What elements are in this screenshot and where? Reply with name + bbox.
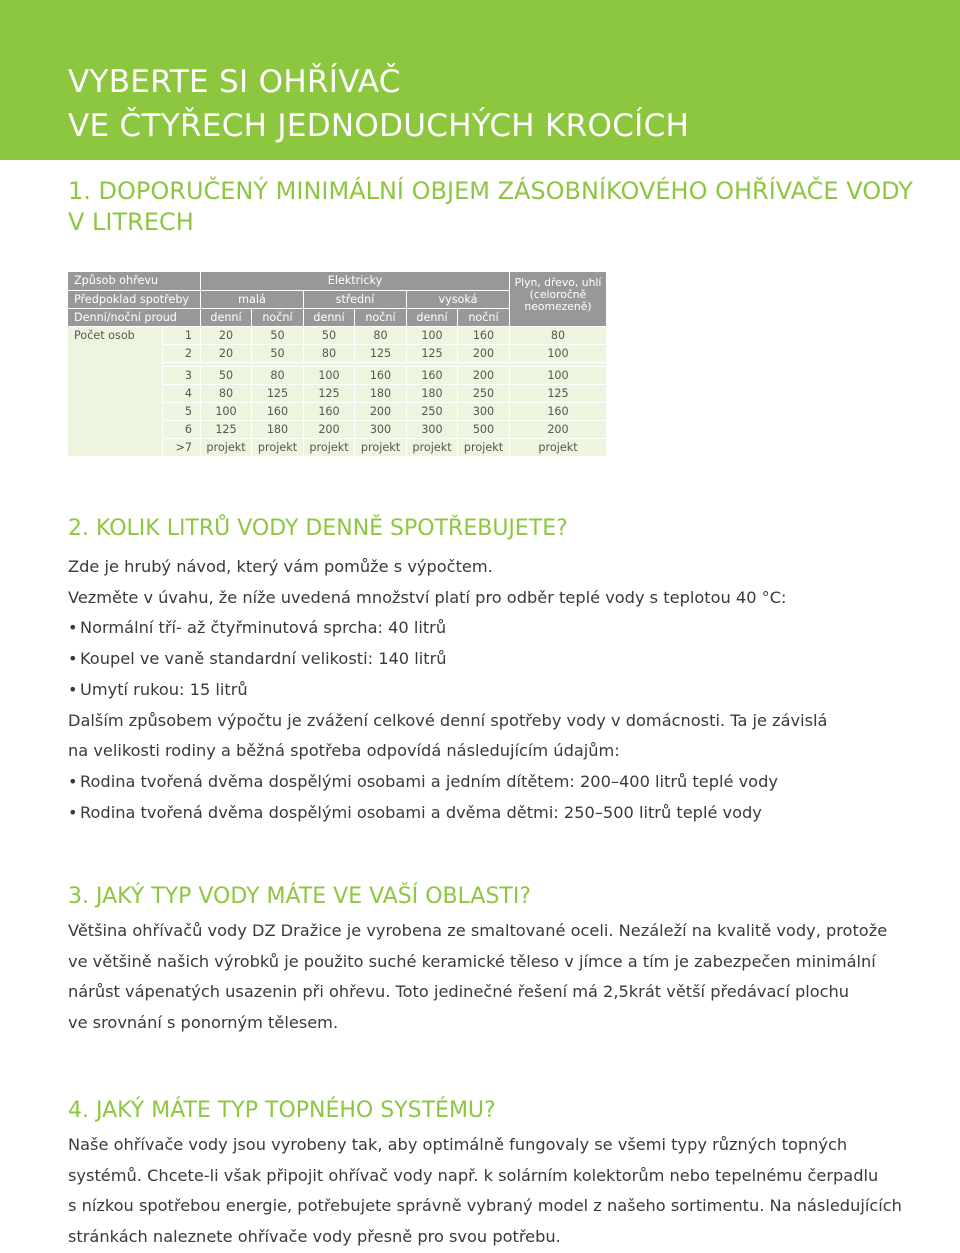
bullet-text: Koupel ve vaně standardní velikosti: 140 litrů bbox=[80, 649, 447, 669]
volume-cell: 50 bbox=[304, 327, 354, 344]
volume-cell: projekt bbox=[355, 439, 406, 456]
volume-cell: 20 bbox=[201, 327, 251, 344]
volume-cell: 200 bbox=[510, 421, 606, 438]
section3-line: nárůst vápenatých usazenin při ohřevu. Toto jedinečné řešení má 2,5krát větší předávací plochu bbox=[68, 982, 850, 1002]
header-high: vysoká bbox=[407, 291, 509, 308]
volume-cell: 180 bbox=[355, 385, 406, 402]
family-item: • Rodina tvořená dvěma dospělými osobami a jedním dítětem: 200–400 litrů teplé vody bbox=[68, 771, 778, 791]
header-consumption: Předpoklad spotřeby bbox=[68, 291, 200, 308]
volume-cell: projekt bbox=[458, 439, 509, 456]
header-tariff-cell: noční bbox=[252, 309, 303, 326]
volume-cell: 300 bbox=[458, 403, 509, 420]
volume-cell: projekt bbox=[407, 439, 457, 456]
volume-cell: 500 bbox=[458, 421, 509, 438]
volume-cell: 160 bbox=[252, 403, 303, 420]
volume-cell: 160 bbox=[407, 367, 457, 384]
volume-cell: projekt bbox=[201, 439, 251, 456]
volume-cell: 200 bbox=[458, 367, 509, 384]
volume-cell: 100 bbox=[407, 327, 457, 344]
table-gap-fill bbox=[163, 363, 606, 366]
volume-cell: 125 bbox=[252, 385, 303, 402]
persons-count-cell: 1 bbox=[163, 327, 200, 344]
volume-cell: projekt bbox=[304, 439, 354, 456]
volume-cell: 50 bbox=[252, 345, 303, 362]
volume-cell: 80 bbox=[252, 367, 303, 384]
volume-cell: projekt bbox=[510, 439, 606, 456]
volume-cell: 125 bbox=[510, 385, 606, 402]
section4-line: stránkách naleznete ohřívače vody přesně pro svou potřebu. bbox=[68, 1227, 561, 1247]
volume-cell: 125 bbox=[201, 421, 251, 438]
section3-heading: 3. JAKÝ TYP VODY MÁTE VE VAŠÍ OBLASTI? bbox=[68, 884, 532, 909]
persons-count-cell: >7 bbox=[163, 439, 200, 456]
section3-line: Většina ohřívačů vody DZ Dražice je vyrobena ze smaltované oceli. Nezáleží na kvalitě vody, protože bbox=[68, 921, 888, 940]
section4-line: systémů. Chcete-li však připojit ohřívač vody např. k solárním kolektorům nebo tepelnému čerpadlu bbox=[68, 1165, 879, 1185]
volume-cell: 200 bbox=[304, 421, 354, 438]
section2-para-line2: na velikosti rodiny a běžná spotřeba odpovídá následujícím údajům: bbox=[68, 741, 620, 761]
volume-cell: 80 bbox=[304, 345, 354, 362]
volume-cell: 250 bbox=[458, 385, 509, 402]
persons-count-cell: 6 bbox=[163, 421, 200, 438]
volume-cell: 125 bbox=[407, 345, 457, 362]
header-tariff-cell: noční bbox=[458, 309, 509, 326]
section3-line: ve většině našich výrobků je použito suché keramické těleso v jímce a tím je zabezpečen minimální bbox=[68, 951, 876, 971]
bullet-text: Umytí rukou: 15 litrů bbox=[80, 679, 248, 699]
header-electric: Elektricky bbox=[201, 272, 509, 290]
volume-cell: 125 bbox=[304, 385, 354, 402]
volume-cell: 100 bbox=[304, 367, 354, 384]
header-gas-line2: (celoročně bbox=[529, 288, 587, 301]
volume-cell: 100 bbox=[201, 403, 251, 420]
volume-cell: 160 bbox=[304, 403, 354, 420]
bullet-item: • Umytí rukou: 15 litrů bbox=[68, 679, 248, 699]
volume-cell: 50 bbox=[201, 367, 251, 384]
volume-cell: 80 bbox=[510, 327, 606, 344]
section1-heading bbox=[68, 176, 913, 238]
section4-heading: 4. JAKÝ MÁTE TYP TOPNÉHO SYSTÉMU? bbox=[68, 1098, 496, 1123]
section2-body bbox=[68, 552, 918, 828]
volume-cell: 200 bbox=[458, 345, 509, 362]
volume-cell: 300 bbox=[407, 421, 457, 438]
family-text: Rodina tvořená dvěma dospělými osobami a dvěma dětmi: 250–500 litrů teplé vody bbox=[80, 802, 762, 822]
volume-cell: 160 bbox=[510, 403, 606, 420]
persons-count-cell: 4 bbox=[163, 385, 200, 402]
header-tariff-cell: noční bbox=[355, 309, 406, 326]
header-gas-line3: neomezeně) bbox=[524, 300, 592, 313]
section2-intro: Zde je hrubý návod, který vám pomůže s výpočtem. bbox=[68, 557, 493, 576]
section1-heading-line1: 1. DOPORUČENÝ MINIMÁLNÍ OBJEM ZÁSOBNÍKOVÉHO OHŘÍVAČE VODY bbox=[68, 177, 913, 205]
header-gas-wood-coal bbox=[510, 272, 606, 326]
header-tariff-cell: denní bbox=[201, 309, 251, 326]
bullet-text: Normální tří- až čtyřminutová sprcha: 40 litrů bbox=[80, 618, 447, 638]
bullet-item: • Normální tří- až čtyřminutová sprcha: 40 litrů bbox=[68, 618, 447, 638]
section4-line: Naše ohřívače vody jsou vyrobeny tak, aby optimálně fungovaly se všemi typy různých topných bbox=[68, 1135, 848, 1154]
volume-cell: 160 bbox=[355, 367, 406, 384]
section2-heading: 2. KOLIK LITRŮ VODY DENNĚ SPOTŘEBUJETE? bbox=[68, 516, 568, 541]
section3-line: ve srovnání s ponorným tělesem. bbox=[68, 1013, 339, 1033]
volume-cell: 160 bbox=[458, 327, 509, 344]
volume-cell: 50 bbox=[252, 327, 303, 344]
family-text: Rodina tvořená dvěma dospělými osobami a jedním dítětem: 200–400 litrů teplé vody bbox=[80, 771, 778, 791]
volume-cell: 200 bbox=[355, 403, 406, 420]
section2-para-line1: Dalším způsobem výpočtu je zvážení celkové denní spotřeby vody v domácnosti. Ta je závislá bbox=[68, 710, 828, 730]
page-title bbox=[68, 60, 689, 148]
header-tariff-cell: denní bbox=[407, 309, 457, 326]
volume-cell: 100 bbox=[510, 345, 606, 362]
page-title-line2: VE ČTYŘECH JEDNODUCHÝCH KROCÍCH bbox=[68, 108, 690, 144]
title-banner bbox=[0, 0, 960, 160]
header-tariff-cell: denní bbox=[304, 309, 354, 326]
volume-cell: 100 bbox=[510, 367, 606, 384]
persons-count-cell: 5 bbox=[163, 403, 200, 420]
volume-table bbox=[68, 272, 606, 456]
section4-line: s nízkou spotřebou energie, potřebujete správně vybraný model z našeho sortimentu. Na následujících bbox=[68, 1196, 902, 1216]
header-gas-line1: Plyn, dřevo, uhlí bbox=[514, 276, 602, 289]
persons-count-cell: 2 bbox=[163, 345, 200, 362]
header-heating-method: Způsob ohřevu bbox=[68, 272, 200, 290]
header-tariff: Denní/noční proud bbox=[68, 309, 200, 326]
section2-note: Vezměte v úvahu, že níže uvedená množství platí pro odběr teplé vody s teplotou 40 °C: bbox=[68, 587, 787, 607]
volume-cell: 80 bbox=[355, 327, 406, 344]
volume-cell: 300 bbox=[355, 421, 406, 438]
page-title-line1: VYBERTE SI OHŘÍVAČ bbox=[68, 64, 401, 100]
section1-heading-line2: V LITRECH bbox=[68, 208, 194, 236]
persons-count-cell: 3 bbox=[163, 367, 200, 384]
section4-body bbox=[68, 1130, 918, 1253]
bullet-item: • Koupel ve vaně standardní velikosti: 140 litrů bbox=[68, 649, 447, 669]
volume-cell: 80 bbox=[201, 385, 251, 402]
section3-body bbox=[68, 916, 918, 1039]
volume-cell: projekt bbox=[252, 439, 303, 456]
family-item: • Rodina tvořená dvěma dospělými osobami a dvěma dětmi: 250–500 litrů teplé vody bbox=[68, 802, 762, 822]
persons-label-cell bbox=[68, 327, 162, 456]
volume-cell: 250 bbox=[407, 403, 457, 420]
volume-cell: 180 bbox=[407, 385, 457, 402]
header-small: malá bbox=[201, 291, 303, 308]
volume-cell: 180 bbox=[252, 421, 303, 438]
persons-label: Počet osob bbox=[74, 329, 135, 342]
header-medium: střední bbox=[304, 291, 406, 308]
volume-cell: 20 bbox=[201, 345, 251, 362]
volume-cell: 125 bbox=[355, 345, 406, 362]
